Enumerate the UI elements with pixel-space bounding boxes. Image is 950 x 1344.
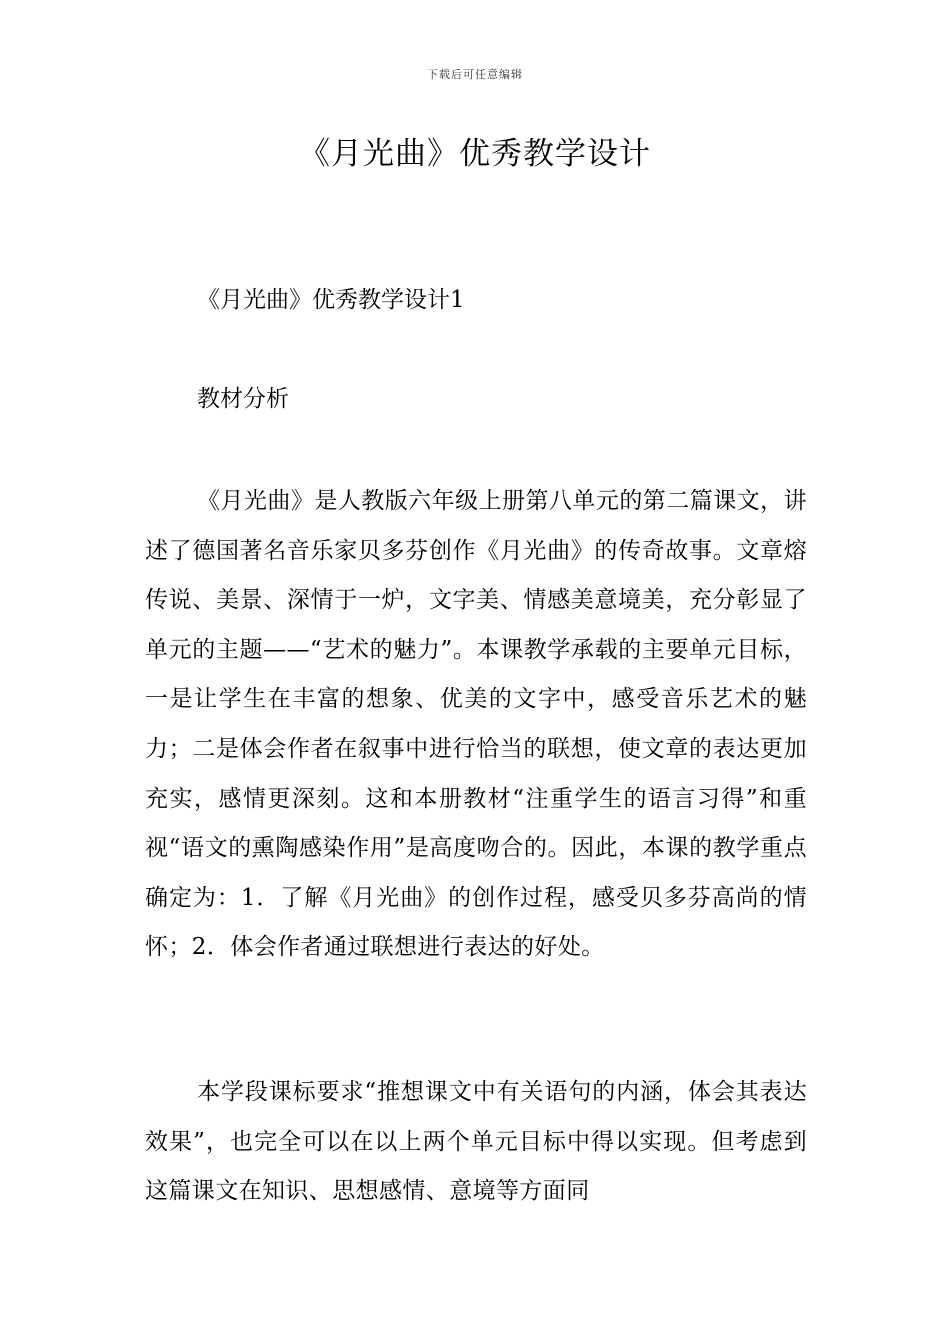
paragraph-1: 《月光曲》是人教版六年级上册第八单元的第二篇课文，讲述了德国著名音乐家贝多芬创作《月光曲》的传奇故事。文章熔传说、美景、深情于一炉，文字美、情感美意境美，充分彰显了单元的主题——“艺术的魅力”。本课教学承载的主要单元目标，一是让学生在丰富的想象、优美的文字中，感受音乐艺术的魅力；二是体会作者在叙事中进行恰当的联想，使文章的表达更加充实，感情更深刻。这和本册教材“注重学生的语言习得”和重视“语文的熏陶感染作用”是高度吻合的。因此，本课的教学重点确定为：1．了解《月光曲》的创作过程，感受贝多芬高尚的情怀；2．体会作者通过联想进行表达的好处。 bbox=[145, 488, 807, 961]
document-title: 《月光曲》优秀教学设计 bbox=[299, 136, 651, 172]
subsection-heading: 教材分析 bbox=[197, 386, 289, 412]
header-note: 下载后可任意编辑 bbox=[427, 68, 523, 81]
body-text-continued bbox=[145, 1068, 807, 1217]
body-text bbox=[145, 477, 807, 973]
paragraph-2: 本学段课标要求“推想课文中有关语句的内涵，体会其表达效果”，也完全可以在以上两个单元目标中得以实现。但考虑到这篇课文在知识、思想感情、意境等方面同 bbox=[145, 1079, 807, 1205]
section-heading: 《月光曲》优秀教学设计1 bbox=[197, 287, 465, 313]
